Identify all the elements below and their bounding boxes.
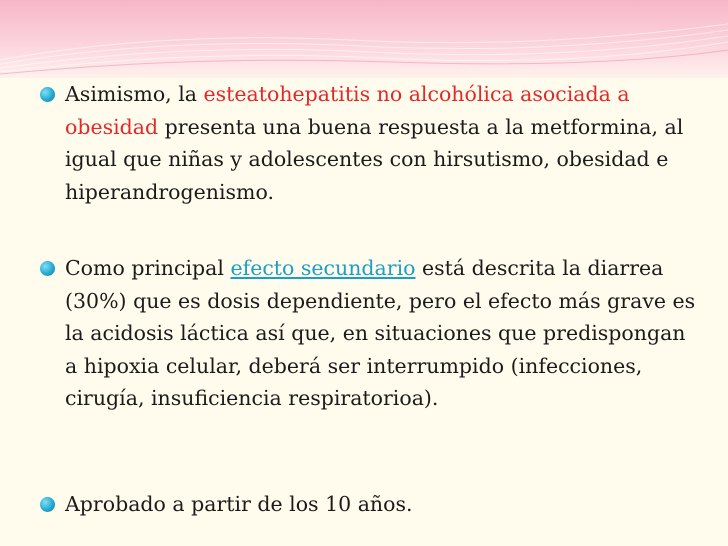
bullet-dot-icon [40,87,55,102]
bullet-aprobado [40,488,700,521]
header-wave-lines [0,0,728,78]
bullet-metformina-respuesta [40,78,700,208]
bullet-text: está descrita la diarrea (30%) que es dosis dependiente, pero el efecto más grave es la acidosis láctica así que, en situaciones que predispongan a hipoxia celular, deberá ser interrumpido (infecciones, cirugía, insuficiencia respiratorioa). [65,256,696,410]
bullet-text: Asimismo, la [65,82,204,106]
bullet-text: Aprobado a partir de los 10 años. [65,492,413,516]
bullet-dot-icon [40,261,55,276]
bullet-text: Como principal [65,256,231,280]
header-decoration [0,0,728,78]
highlight-term: esteatohepatitis no alcohólica asociada a obesidad [65,82,630,139]
efecto-secundario-link[interactable]: efecto secundario [230,256,416,280]
bullet-dot-icon [40,497,55,512]
bullet-text: presenta una buena respuesta a la metformina, al igual que niñas y adolescentes con hirsutismo, obesidad e hiperandrogenismo. [65,114,684,204]
bullet-efecto-secundario [40,252,700,415]
